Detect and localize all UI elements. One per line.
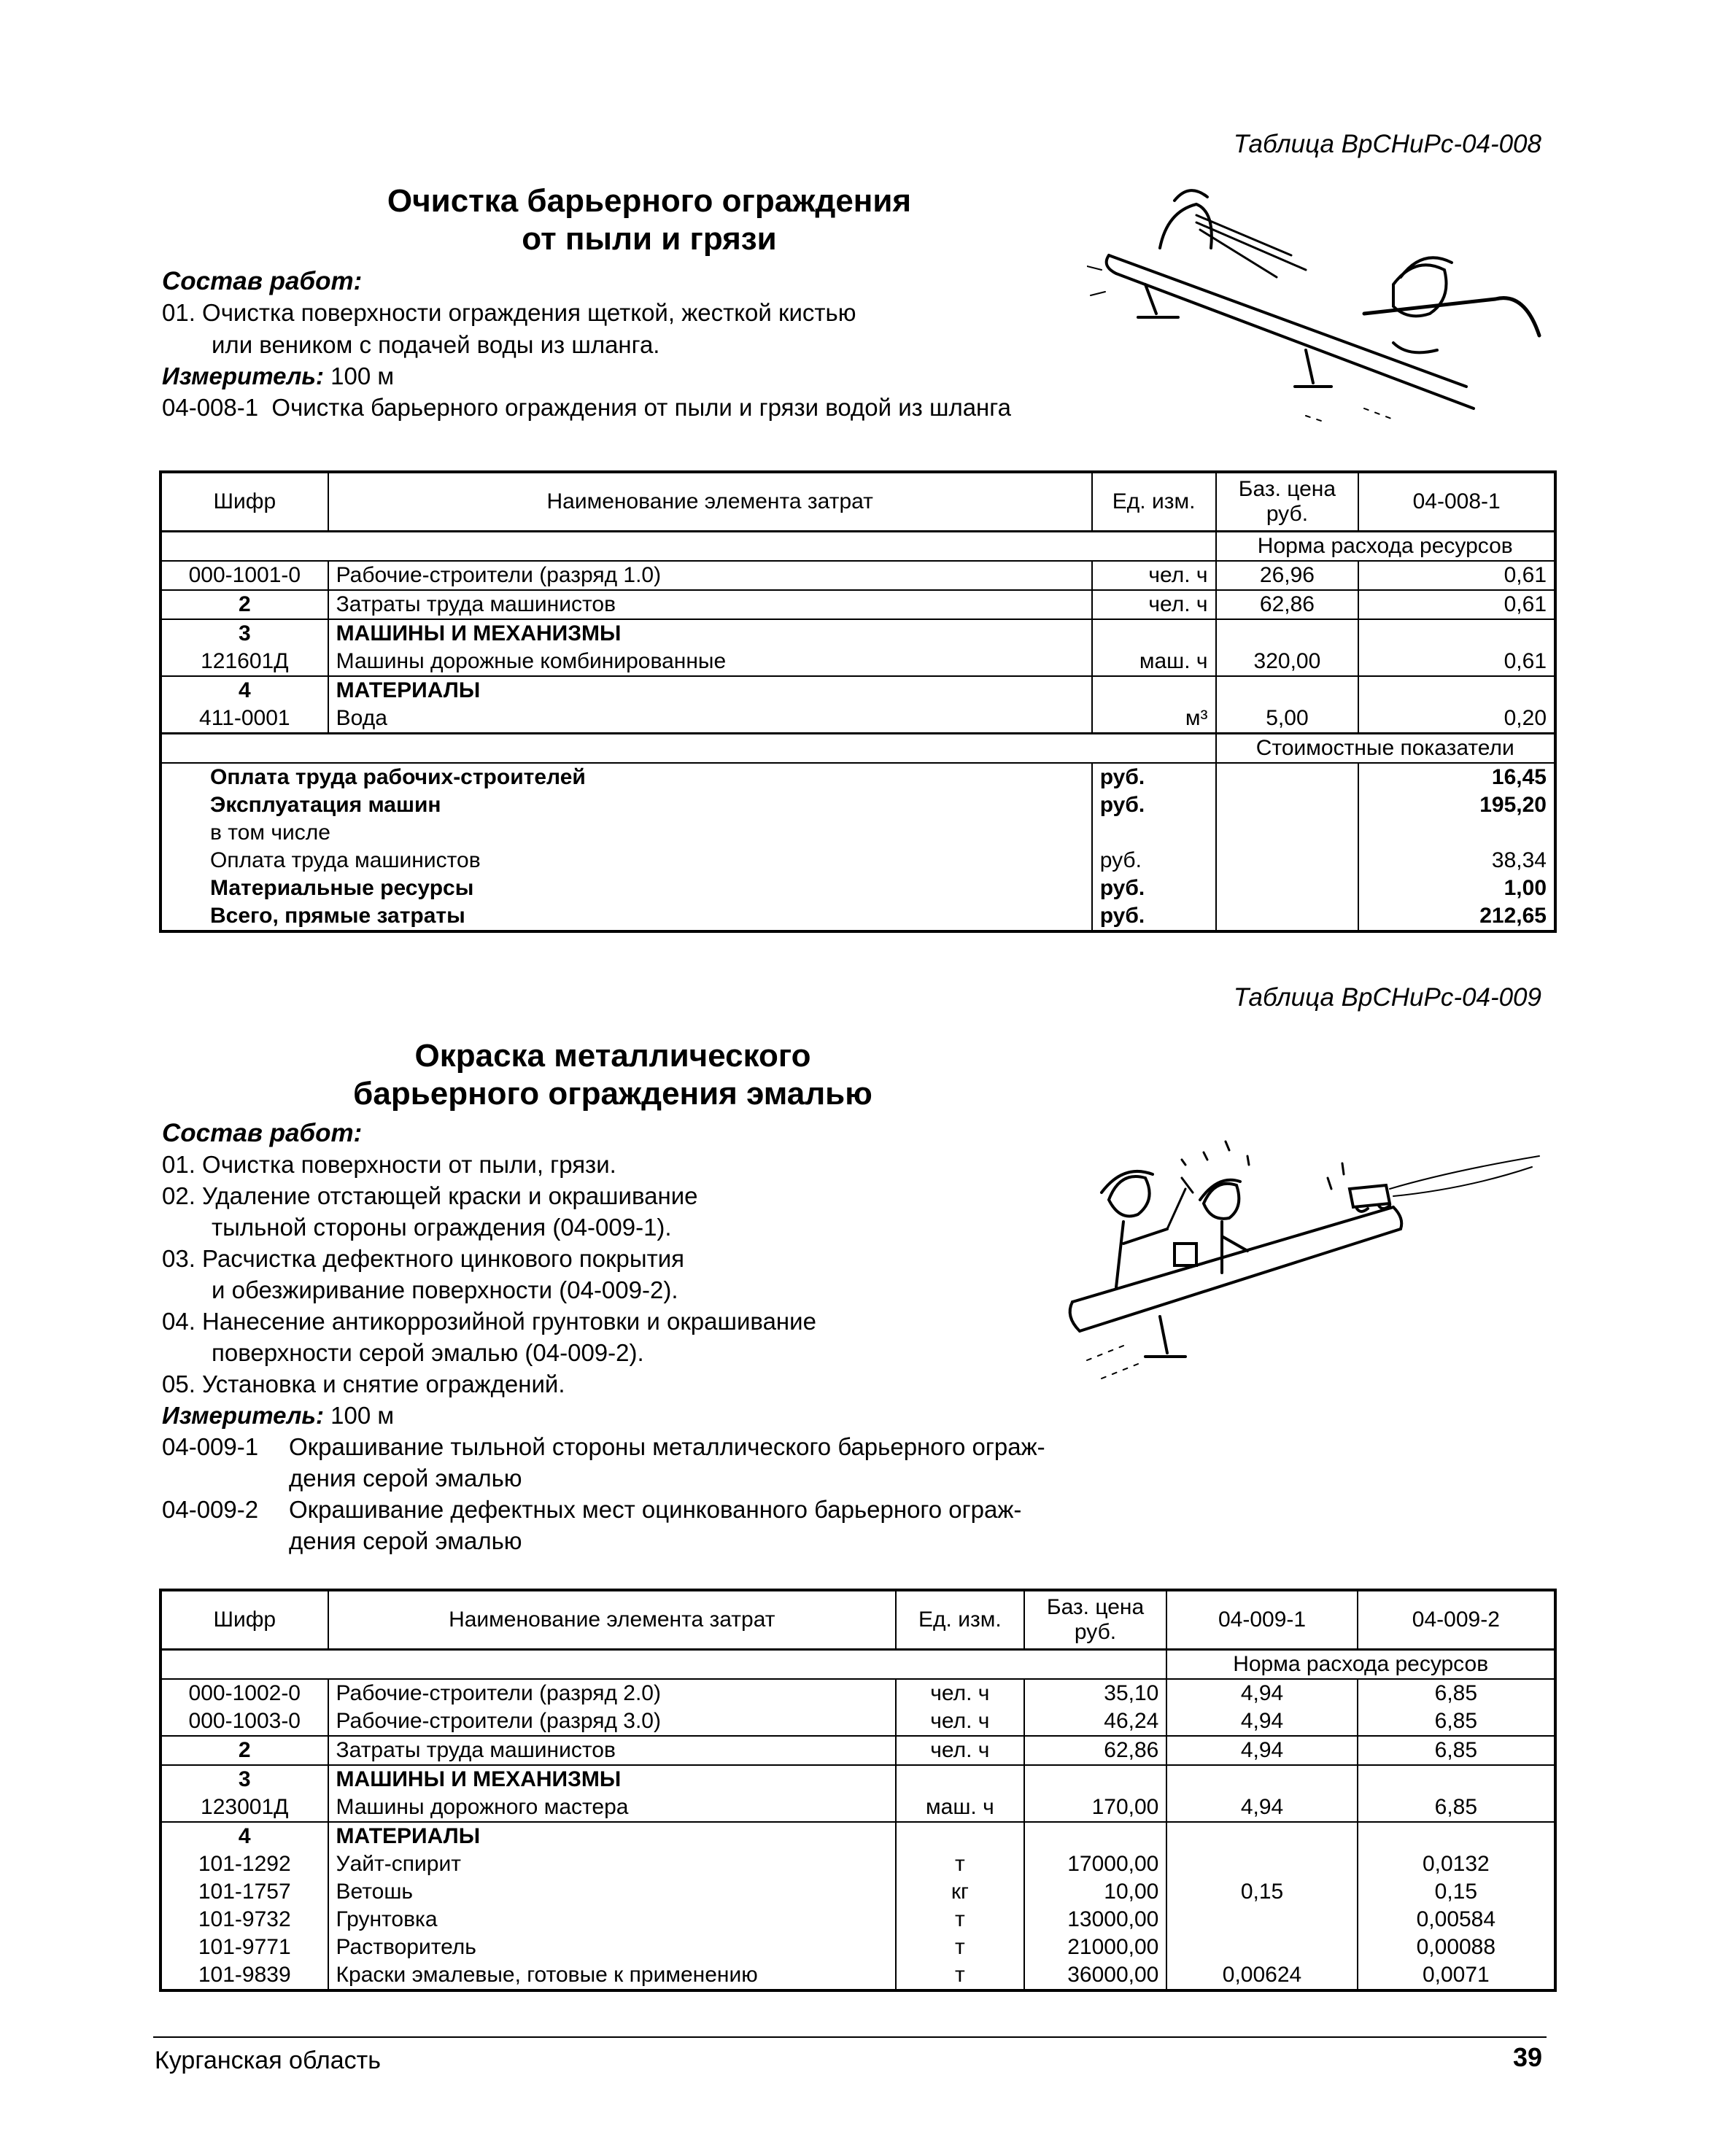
code-line: 04-008-1 Очистка барьерного ограждения от пыли и грязи водой из шланга (162, 394, 1011, 421)
resource-table (159, 470, 1557, 933)
header-cell: Шифр (160, 472, 328, 532)
cell-name: МАШИНЫ И МЕХАНИЗМЫ (328, 1765, 896, 1794)
washing-illustration (1087, 168, 1561, 445)
header-cell: 04-008-1 (1358, 472, 1555, 532)
cell-code: 000-1003-0 (188, 1709, 301, 1733)
table-caption: Таблица ВрСНиРс-04-008 (1233, 130, 1541, 158)
table-row (160, 561, 1555, 590)
title-line: Очистка барьерного ограждения (387, 183, 912, 219)
cell-value: 6,85 (1358, 1707, 1555, 1736)
header-cell (1216, 472, 1359, 532)
cell-value: 0,15 (1358, 1878, 1555, 1906)
table-row (160, 1707, 1555, 1736)
cost-row (160, 847, 1555, 875)
title-line: от пыли и грязи (522, 221, 777, 257)
cell-unit: м³ (1092, 705, 1216, 734)
header-cell: Наименование элемента затрат (328, 472, 1092, 532)
table-row (160, 1878, 1555, 1906)
work-composition-label: Состав работ: (162, 1119, 363, 1147)
header-cell (1024, 1590, 1167, 1650)
section-row (160, 532, 1555, 562)
cell-code: 2 (160, 1736, 328, 1765)
cost-label: Стоимостные показатели (1216, 734, 1556, 764)
table-row (160, 1850, 1555, 1878)
cell-price: 62,86 (1024, 1736, 1167, 1765)
cell-unit: чел. ч (1092, 590, 1216, 619)
cell-value (1166, 1906, 1357, 1934)
cell-value: 0,00088 (1358, 1934, 1555, 1961)
cell-unit: чел. ч (896, 1707, 1024, 1736)
cell-name: МАТЕРИАЛЫ (328, 676, 1092, 705)
work-item: 01. Очистка поверхности ограждения щеткой, жесткой кистью (162, 299, 856, 326)
work-item: 01. Очистка поверхности от пыли, грязи. (162, 1151, 616, 1178)
cost-value: 195,20 (1358, 791, 1555, 819)
table-caption: Таблица ВрСНиРс-04-009 (1233, 983, 1541, 1012)
cost-row (160, 902, 1555, 931)
cell-code: 123001Д (201, 1795, 289, 1819)
cell-value: 6,85 (1358, 1679, 1555, 1707)
cell-name: Рабочие-строители (разряд 2.0) (328, 1679, 896, 1707)
section-title (248, 1037, 978, 1113)
header-cell: Наименование элемента затрат (328, 1590, 896, 1650)
cell-value: 6,85 (1358, 1736, 1555, 1765)
code-text: Окрашивание тыльной стороны металлического барьерного ограж- (289, 1433, 1045, 1460)
cell-code: 101-9732 (198, 1907, 291, 1931)
table-row (160, 648, 1555, 676)
cell-value: 0,20 (1358, 705, 1555, 734)
cell-price: 170,00 (1024, 1794, 1167, 1822)
code-text: дения серой эмалью (289, 1465, 522, 1492)
cell-name: Рабочие-строители (разряд 3.0) (328, 1707, 896, 1736)
cell-price: 21000,00 (1024, 1934, 1167, 1961)
cell-value: 4,94 (1166, 1794, 1357, 1822)
cell-unit: чел. ч (1092, 561, 1216, 590)
cell-price: 13000,00 (1024, 1906, 1167, 1934)
cell-name: Грунтовка (328, 1906, 896, 1934)
header-price-line: руб. (1074, 1620, 1117, 1644)
cell-name: Краски эмалевые, готовые к применению (328, 1961, 896, 1990)
cost-row (160, 875, 1555, 902)
cell-code: 3 (160, 1765, 328, 1794)
work-item: 04. Нанесение антикоррозийной грунтовки и окрашивание (162, 1308, 816, 1335)
header-cell: Ед. изм. (1092, 472, 1216, 532)
table-row (160, 1906, 1555, 1934)
cost-unit: руб. (1092, 847, 1216, 875)
cell-value: 4,94 (1166, 1707, 1357, 1736)
table-row (160, 1934, 1555, 1961)
cell-price: 320,00 (1216, 648, 1359, 676)
cell-name: Ветошь (328, 1878, 896, 1906)
cell-value: 0,00584 (1358, 1906, 1555, 1934)
table-row (160, 1736, 1555, 1765)
cell-price: 62,86 (1216, 590, 1359, 619)
cell-name: Растворитель (328, 1934, 896, 1961)
cell-name: Вода (328, 705, 1092, 734)
table-header-row (160, 1590, 1555, 1650)
section-row (160, 734, 1555, 764)
cell-unit: т (896, 1850, 1024, 1878)
table-row (160, 1679, 1555, 1707)
cell-price: 46,24 (1024, 1707, 1167, 1736)
table-header-row (160, 472, 1555, 532)
cell-price: 26,96 (1216, 561, 1359, 590)
cost-name: Всего, прямые затраты (210, 904, 465, 928)
cell-value: 0,00624 (1166, 1961, 1357, 1990)
section-title (292, 182, 1007, 258)
table-row (160, 619, 1555, 648)
cost-row (160, 763, 1555, 791)
work-item: 02. Удаление отстающей краски и окрашивание (162, 1182, 698, 1209)
measure-label: Измеритель: (162, 362, 324, 389)
cell-name: Машины дорожного мастера (328, 1794, 896, 1822)
cell-price: 10,00 (1024, 1878, 1167, 1906)
cell-code: 4 (160, 676, 328, 705)
cost-value: 38,34 (1358, 847, 1555, 875)
cell-code: 411-0001 (199, 706, 290, 730)
cell-value: 6,85 (1358, 1794, 1555, 1822)
cost-unit: руб. (1092, 791, 1216, 819)
cell-code: 3 (160, 619, 328, 648)
table-row (160, 705, 1555, 734)
cost-value: 1,00 (1358, 875, 1555, 902)
title-line: Окраска металлического (414, 1038, 811, 1074)
work-item: или веником с подачей воды из шланга. (212, 331, 660, 358)
cell-value: 0,0071 (1358, 1961, 1555, 1990)
cost-name: Эксплуатация машин (210, 793, 441, 817)
cost-value: 212,65 (1358, 902, 1555, 931)
cell-name: Рабочие-строители (разряд 1.0) (328, 561, 1092, 590)
table-row (160, 1794, 1555, 1822)
cell-code: 000-1001-0 (188, 563, 301, 587)
code-code: 04-009-1 (162, 1433, 259, 1460)
cost-name: Материальные ресурсы (210, 876, 474, 900)
code-text: Окрашивание дефектных мест оцинкованного барьерного ограж- (289, 1496, 1022, 1523)
norm-label: Норма расхода ресурсов (1166, 1650, 1555, 1680)
measure-value: 100 м (330, 1402, 395, 1429)
cell-price: 35,10 (1024, 1679, 1167, 1707)
cost-row (160, 791, 1555, 819)
cost-name: Оплата труда машинистов (210, 848, 481, 872)
cell-unit: чел. ч (896, 1736, 1024, 1765)
cell-unit: т (896, 1961, 1024, 1990)
cell-code: 101-9771 (198, 1935, 291, 1959)
cell-code: 101-9839 (198, 1963, 291, 1987)
header-cell: Шифр (160, 1590, 328, 1650)
cell-code: 101-1292 (198, 1852, 291, 1876)
footer-divider (153, 2036, 1547, 2038)
header-price-line: Баз. цена (1238, 477, 1336, 501)
table-row (160, 590, 1555, 619)
table-row (160, 1822, 1555, 1850)
header-price-line: Баз. цена (1046, 1595, 1145, 1619)
cell-value: 4,94 (1166, 1736, 1357, 1765)
resource-table (159, 1589, 1557, 1992)
table-row (160, 676, 1555, 705)
header-cell: 04-009-2 (1358, 1590, 1555, 1650)
header-price-line: руб. (1266, 502, 1309, 526)
measure-line (162, 361, 394, 392)
cell-unit: т (896, 1934, 1024, 1961)
table-row (160, 1765, 1555, 1794)
title-line: барьерного ограждения эмалью (353, 1076, 872, 1112)
measure-value: 100 м (330, 362, 395, 389)
table-row (160, 1961, 1555, 1990)
cell-value: 4,94 (1166, 1679, 1357, 1707)
cell-value: 0,61 (1358, 590, 1555, 619)
cell-name: МАШИНЫ И МЕХАНИЗМЫ (328, 619, 1092, 648)
section-row (160, 1650, 1555, 1680)
cell-code: 2 (160, 590, 328, 619)
norm-label: Норма расхода ресурсов (1216, 532, 1556, 562)
cell-value: 0,61 (1358, 561, 1555, 590)
cell-code: 000-1002-0 (188, 1681, 301, 1705)
cell-price: 5,00 (1216, 705, 1359, 734)
cell-unit: маш. ч (896, 1794, 1024, 1822)
work-item: 05. Установка и снятие ограждений. (162, 1370, 565, 1397)
cost-row (160, 819, 1555, 847)
cell-price: 36000,00 (1024, 1961, 1167, 1990)
work-item: тыльной стороны ограждения (04-009-1). (212, 1214, 672, 1241)
cost-unit: руб. (1092, 902, 1216, 931)
header-cell: Ед. изм. (896, 1590, 1024, 1650)
cost-name: Оплата труда рабочих-строителей (210, 765, 586, 789)
measure-label: Измеритель: (162, 1402, 324, 1429)
cell-unit: кг (896, 1878, 1024, 1906)
work-item: 03. Расчистка дефектного цинкового покрытия (162, 1245, 685, 1272)
cell-name: МАТЕРИАЛЫ (328, 1822, 896, 1850)
cost-unit: руб. (1092, 763, 1216, 791)
cost-unit: руб. (1092, 875, 1216, 902)
code-text: дения серой эмалью (289, 1527, 522, 1554)
cell-value (1166, 1934, 1357, 1961)
cost-value: 16,45 (1358, 763, 1555, 791)
work-composition-label: Состав работ: (162, 267, 363, 295)
cell-name: Затраты труда машинистов (328, 590, 1092, 619)
work-item: и обезжиривание поверхности (04-009-2). (212, 1276, 678, 1303)
cell-code: 101-1757 (198, 1880, 291, 1904)
page-number: 39 (1512, 2042, 1542, 2072)
measure-line (162, 1400, 394, 1431)
cell-value: 0,61 (1358, 648, 1555, 676)
cell-value: 0,0132 (1358, 1850, 1555, 1878)
header-cell: 04-009-1 (1166, 1590, 1357, 1650)
code-code: 04-009-2 (162, 1496, 259, 1523)
cell-code: 121601Д (201, 649, 289, 673)
cost-name: в том числе (210, 821, 330, 845)
cell-name: Машины дорожные комбинированные (328, 648, 1092, 676)
cell-value (1166, 1850, 1357, 1878)
cell-name: Затраты труда машинистов (328, 1736, 896, 1765)
cell-unit: чел. ч (896, 1679, 1024, 1707)
cell-unit: т (896, 1906, 1024, 1934)
cell-name: Уайт-спирит (328, 1850, 896, 1878)
work-item: поверхности серой эмалью (04-009-2). (212, 1339, 644, 1366)
cell-value: 0,15 (1166, 1878, 1357, 1906)
footer-region: Курганская область (155, 2047, 381, 2074)
painting-illustration (1058, 1120, 1568, 1382)
cell-unit: маш. ч (1092, 648, 1216, 676)
cell-code: 4 (160, 1822, 328, 1850)
cell-price: 17000,00 (1024, 1850, 1167, 1878)
